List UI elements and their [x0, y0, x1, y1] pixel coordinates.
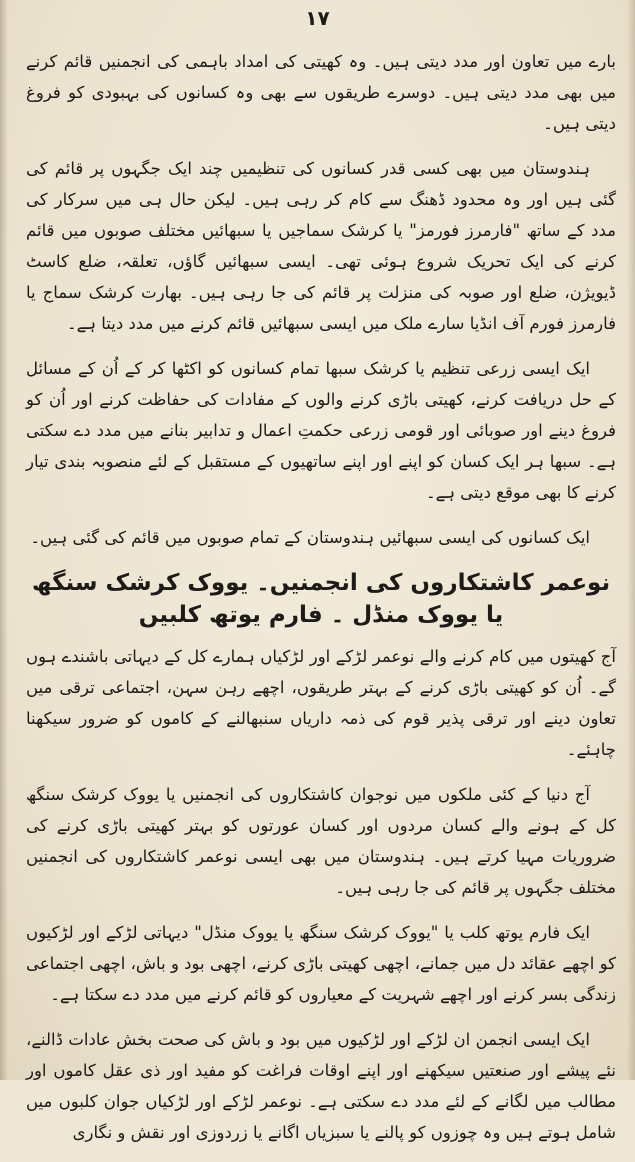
section-heading-young-farmers: نوعمر کاشتکاروں کی انجمنیں۔ یووک کرشک سنگھ یا یووک منڈل ۔ فارم یوتھ کلبیں [31, 570, 611, 628]
paragraph-krishak-sabha-role: ایک ایسی زرعی تنظیم یا کرشک سبھا تمام کسانوں کو اکٹھا کر کے اُن کے مسائل کے حل دریافت کرنے، کھیتی باڑی کرنے والوں کے مفادات کی حفاظت کرنے اور اُن کو فروغ دینے اور صوبائی اور قومی زرعی حکمتِ اعمال و تدابیر بنانے میں مدد دے سکتی ہے۔ سبھا ہر ایک کسان کو اپنے اور اپنے ساتھیوں کے مستقبل کے لئے منصوبہ بندی تیار کرنے کا بھی موقع دیتی ہے۔ [26, 359, 616, 502]
page-edge-shadow [627, 0, 635, 1080]
paragraph-farm-youth-club: ایک فارم یوتھ کلب یا "یووک کرشک سنگھ یا یووک منڈل" دیہاتی لڑکے اور لڑکیوں کو اچھے عقائد دل میں جمانے، اچھی کھیتی باڑی کرنے، اچھی بود و باش، اچھی اجتماعی زندگی بسر کرنے اور اچھے شہریت کے معیاروں کو قائم کرنے میں مدد دے سکتا ہے۔ [26, 923, 616, 1004]
paragraph-young-farmers-world: آج دنیا کے کئی ملکوں میں نوجوان کاشتکاروں کی انجمنیں یا یووک کرشک سنگھ کل کے ہونے والے کسان مردوں اور کسان عورتوں کو بہتر کھیتی باڑی کرنے کی ضروریات مہیا کرتے ہیں۔ ہندوستان میں بھی ایسی نوعمر کاشتکاروں کی انجمنیں مختلف جگہوں پر قائم کی جا رہی ہیں۔ [26, 785, 616, 897]
page-gutter-shadow [0, 0, 8, 1080]
page-number: ۱۷ [305, 6, 330, 30]
paragraph-india-farmer-organisations: ہندوستان میں بھی کسی قدر کسانوں کی تنظیمیں چند ایک جگہوں پر قائم کی گئی ہیں اور وہ محدود ڈھنگ سے کام کر رہی ہیں۔ لیکن حال ہی میں سرکار کی مدد کے ساتھ "فارمرز فورمز" یا کرشک سماجیں یا سبھائیں مختلف صوبوں میں قائم کرنے کی ایک تحریک شروع ہوئی تھی۔ ایسی سبھائیں گاؤں، تعلقہ، ضلع کاسٹ ڈیویژن، ضلع اور صوبہ کی منزلت پر قائم کی جا رہی ہیں۔ بھارت کرشک سماج یا فارمرز فورم آف انڈیا سارے ملک میں ایسی سبھائیں قائم کرنے میں مدد دیتا ہے۔ [26, 159, 616, 333]
paragraph-club-habits: ایک ایسی انجمن ان لڑکے اور لڑکیوں میں بود و باش کی صحت بخش عادات ڈالنے، نئے پیشے اور صنعتیں سیکھنے اور اپنے اوقات فراغت کو مفید اور ذی عقل کاموں اور مطالب میں لگانے کے لئے مدد دے سکتی ہے۔ نوعمر لڑکے اور لڑکیاں جوان کلبوں میں شامل ہوتے ہیں وہ چوزوں کو پالنے یا سبزیاں اگانے یا زردوزی اور نقش و نگاری [26, 1030, 616, 1142]
page-body [26, 46, 616, 1162]
paragraph-sabhas-established: ایک کسانوں کی ایسی سبھائیں ہندوستان کے تمام صوبوں میں قائم کی گئی ہیں۔ [30, 528, 590, 547]
paragraph-intro-continuation: بارے میں تعاون اور مدد دیتی ہیں۔ وہ کھیتی کی امداد باہمی کی انجمنیں قائم کرنے میں بھی مدد دیتی ہیں۔ دوسرے طریقوں سے بھی وہ کسانوں کی بہبودی کو فروغ دیتی ہیں۔ [26, 52, 616, 133]
paragraph-young-farmers-future: آج کھیتوں میں کام کرنے والے نوعمر لڑکے اور لڑکیاں ہمارے کل کے دیہاتی باشندے ہوں گے۔ اُن کو کھیتی باڑی کرنے کے بہتر طریقوں، اچھے رہن سہن، اجتماعی ترقی میں تعاون دینے اور ترقی پذیر قوم کی ذمہ داریاں سنبھالنے کے کاموں کو ضرور سیکھنا چاہئے۔ [26, 647, 616, 759]
